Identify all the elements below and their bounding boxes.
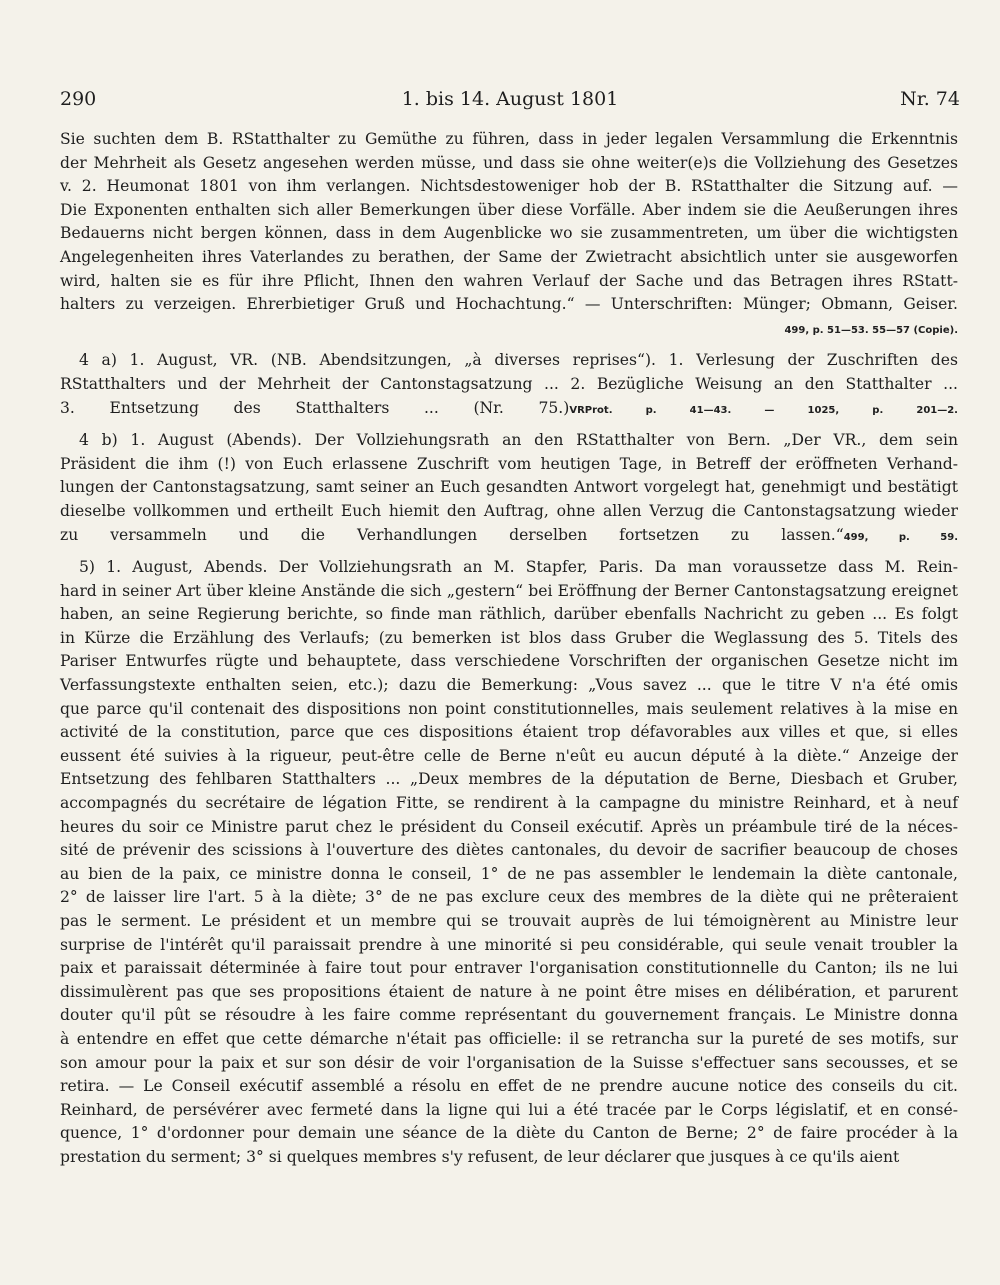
text-line: eussent été suivies à la rigueur, peut-être celle de Berne n'eût eu aucun député à la diète.“ Anzeige der	[60, 746, 958, 765]
source-reference: 499, p. 51—53. 55—57 (Copie).	[784, 324, 958, 336]
text-line: que parce qu'il contenait des dispositions non point constitutionnelles, mais seulement relatives à la mise en	[60, 699, 958, 718]
text-line: surprise de l'intérêt qu'il paraissait prendre à une minorité si peu considérable, qui seule venait troubler la	[60, 935, 958, 954]
text-line: 5) 1. August, Abends. Der Vollziehungsrath an M. Stapfer, Paris. Da man voraussetze dass M. Rein-	[79, 558, 958, 577]
text-line: douter qu'il pût se résoudre à les faire comme représentant du gouvernement français. Le Ministre donna	[60, 1006, 958, 1025]
text-line: der Mehrheit als Gesetz angesehen werden müsse, und dass sie ohne weiter(e)s die Vollziehung des Gesetzes	[60, 153, 958, 172]
source-reference: 499, p. 59.	[843, 531, 958, 543]
paragraph-entry-4a	[60, 349, 958, 422]
text-line: dissimulèrent pas que ses propositions étaient de nature à ne point être mises en délibération, et parurent	[60, 982, 958, 1001]
text-line: lungen der Cantonstagsatzung, samt seiner an Euch gesandten Antwort vorgelegt hat, genehmigt und bestätigt	[60, 478, 958, 497]
text-line: in Kürze die Erzählung des Verlaufs; (zu bemerken ist blos dass Gruber die Weglassung des 5. Titels des	[60, 628, 958, 647]
text-line: à entendre en effet que cette démarche n'était pas officielle: il se retrancha sur la pureté de ses motifs, sur	[60, 1029, 958, 1048]
paragraph-entry-5	[60, 556, 958, 1169]
text-line: Die Exponenten enthalten sich aller Bemerkungen über diese Vorfälle. Aber indem sie die Aeußerungen ihres	[60, 200, 958, 219]
text-line: 4 b) 1. August (Abends). Der Vollziehungsrath an den RStatthalter von Bern. „Der VR., dem sein	[79, 431, 958, 450]
text-line: au bien de la paix, ce ministre donna le conseil, 1° de ne pas assembler le lendemain la diète cantonale,	[60, 864, 958, 883]
text-line: wird, halten sie es für ihre Pflicht, Ihnen den wahren Verlauf der Sache und das Betragen ihres RStatt-	[60, 271, 958, 290]
document-body	[60, 128, 958, 1170]
text-line: paix et paraissait déterminée à faire tout pour entraver l'organisation constitutionnelle du Canton; ils ne lui	[60, 959, 958, 978]
text-line: son amour pour la paix et sur son désir de voir l'organisation de la Suisse s'effectuer sans secousses, et se	[60, 1053, 958, 1072]
source-reference-line	[60, 317, 958, 343]
text-line-with-reference	[60, 524, 958, 550]
text-line: 4 a) 1. August, VR. (NB. Abendsitzungen, „à diverses reprises“). 1. Verlesung der Zuschriften des	[79, 351, 958, 370]
page-number: 290	[60, 88, 97, 110]
text-line: sité de prévenir des scissions à l'ouverture des diètes cantonales, du devoir de sacrifier beaucoup de choses	[60, 841, 958, 860]
document-number: Nr. 74	[900, 88, 960, 110]
running-title: 1. bis 14. August 1801	[401, 88, 619, 110]
text-line: 2° de laisser lire l'art. 5 à la diète; 3° de ne pas exclure ceux des membres de la diète qui ne prêteraient	[60, 888, 958, 907]
text-line-with-reference	[60, 397, 958, 423]
text-line: activité de la constitution, parce que ces dispositions étaient trop défavorables aux villes et que, si elles	[60, 723, 958, 742]
text-line: Verfassungstexte enthalten seien, etc.); dazu die Bemerkung: „Vous savez ... que le titre V n'a été omis	[60, 676, 958, 695]
text-line: hard in seiner Art über kleine Anstände die sich „gestern“ bei Eröffnung der Berner Cantonstagsatzung ereignet	[60, 581, 958, 600]
text-line: v. 2. Heumonat 1801 von ihm verlangen. Nichtsdestoweniger hob der B. RStatthalter die Sitzung auf. —	[60, 177, 958, 196]
paragraph-continuation	[60, 128, 958, 342]
text-line: 3. Entsetzung des Statthalters ... (Nr. 75.)	[60, 398, 570, 417]
text-line: Angelegenheiten ihres Vaterlandes zu berathen, der Same der Zwietracht absichtlich unter sie ausgeworfen	[60, 247, 958, 266]
text-line: Pariser Entwurfes rügte und behauptete, dass verschiedene Vorschriften der organischen Gesetze nicht im	[60, 652, 958, 671]
text-line: Sie suchten dem B. RStatthalter zu Gemüthe zu führen, dass in jeder legalen Versammlung die Erkenntnis	[60, 130, 958, 148]
text-line: halters zu verzeigen. Ehrerbietiger Gruß und Hochachtung.“ — Unterschriften: Münger; Obmann, Geiser.	[60, 295, 958, 314]
text-line: Präsident die ihm (!) von Euch erlassene Zuschrift vom heutigen Tage, in Betreff der eröffneten Verhand-	[60, 454, 958, 473]
text-line: prestation du serment; 3° si quelques membres s'y refusent, de leur déclarer que jusques à ce qu'ils aient	[60, 1147, 900, 1166]
text-line: haben, an seine Regierung berichte, so finde man räthlich, darüber ebenfalls Nachricht zu geben ... Es folgt	[60, 605, 958, 624]
text-line: Reinhard, de persévérer avec fermeté dans la ligne qui lui a été tracée par le Corps législatif, et en consé-	[60, 1100, 958, 1119]
text-line: retira. — Le Conseil exécutif assemblé a résolu en effet de ne prendre aucune notice des conseils du cit.	[60, 1077, 958, 1096]
page-header	[60, 88, 960, 118]
text-line: Entsetzung des fehlbaren Statthalters ... „Deux membres de la députation de Berne, Diesbach et Gruber,	[60, 770, 958, 789]
text-line: Bedauerns nicht bergen können, dass in dem Augenblicke wo sie zusammentreten, um über die wichtigsten	[60, 224, 958, 243]
text-line: RStatthalters und der Mehrheit der Cantonstagsatzung ... 2. Bezügliche Weisung an den Statthalter ...	[60, 374, 958, 393]
text-line: accompagnés du secrétaire de légation Fitte, se rendirent à la campagne du ministre Reinhard, et à neuf	[60, 794, 958, 813]
source-reference: VRProt. p. 41—43. — 1025, p. 201—2.	[569, 404, 958, 416]
text-line: pas le serment. Le président et un membre qui se trouvait auprès de lui témoignèrent au Ministre leur	[60, 912, 958, 930]
text-line: zu versammeln und die Verhandlungen derselben fortsetzen zu lassen.“	[60, 525, 844, 544]
text-line: dieselbe vollkommen und ertheilt Euch hiemit den Auftrag, ohne allen Verzug die Cantonstagsatzung wieder	[60, 501, 958, 520]
paragraph-entry-4b	[60, 429, 958, 549]
text-line: quence, 1° d'ordonner pour demain une séance de la diète du Canton de Berne; 2° de faire procéder à la	[60, 1124, 958, 1143]
text-line: heures du soir ce Ministre parut chez le président du Conseil exécutif. Après un préambule tiré de la néces-	[60, 817, 958, 836]
